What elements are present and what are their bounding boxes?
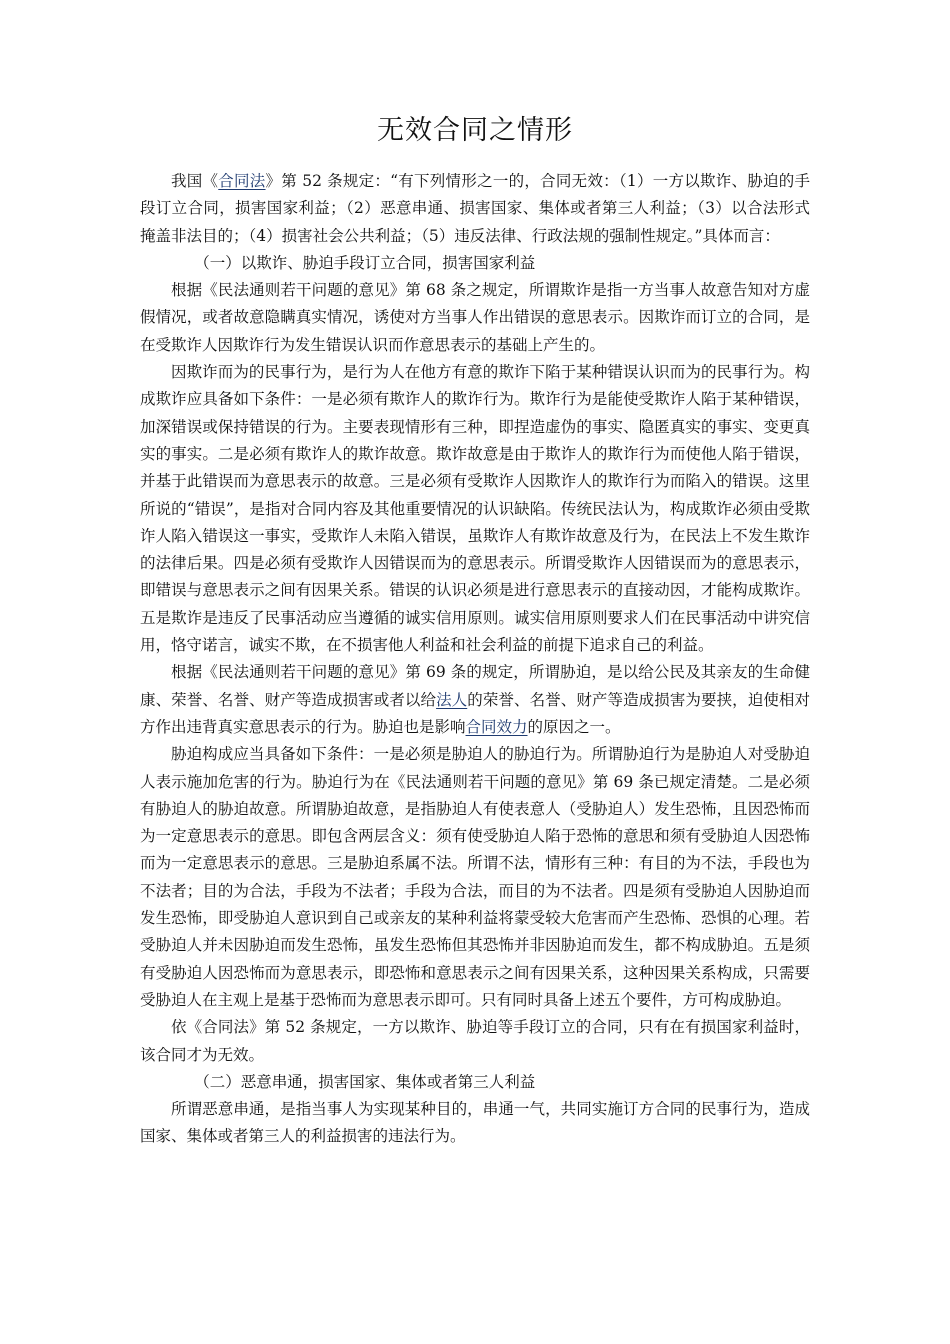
- paragraph-fraud-conditions: 因欺诈而为的民事行为，是行为人在他方有意的欺诈下陷于某种错误认识而为的民事行为。构成欺诈应具备如下条件：一是必须有欺诈人的欺诈行为。欺诈行为是能使受欺诈人陷于某种错误，加深错误或保持错误的行为。主要表现情形有三种，即捏造虚伪的事实、隐匿真实的事实、变更真实的事实。二是必须有欺诈人的欺诈故意。欺诈故意是由于欺诈人的欺诈行为而使他人陷于错误，并基于此错误而为意思表示的故意。三是必须有受欺诈人因欺诈人的欺诈行为而陷入的错误。这里所说的“错误”，是指对合同内容及其他重要情况的认识缺陷。传统民法认为，构成欺诈必须由受欺诈人陷入错误这一事实，受欺诈人未陷入错误，虽欺诈人有欺诈故意及行为，在民法上不发生欺诈的法律后果。四是必须有受欺诈人因错误而为的意思表示。所谓受欺诈人因错误而为的意思表示，即错误与意思表示之间有因果关系。错误的认识必须是进行意思表示的直接动因，才能构成欺诈。五是欺诈是违反了民事活动应当遵循的诚实信用原则。诚实信用原则要求人们在民事活动中讲究信用，恪守诺言，诚实不欺，在不损害他人利益和社会利益的前提下追求自己的利益。: [140, 363, 810, 655]
- paragraph-malicious-collusion: 所谓恶意串通，是指当事人为实现某种目的，串通一气，共同实施订方合同的民事行为，造成国家、集体或者第三人的利益损害的违法行为。: [140, 1100, 810, 1146]
- section-heading-malicious-collusion: （二）恶意串通，损害国家、集体或者第三人利益: [194, 1072, 536, 1091]
- document-title: 无效合同之情形: [377, 115, 573, 146]
- paragraph-fraud-definition: 根据《民法通则若干问题的意见》第 68 条之规定，所谓欺诈是指一方当事人故意告知对方虚假情况，或者故意隐瞒真实情况，诱使对方当事人作出错误的意思表示。因欺诈而订立的合同，是在受欺诈人因欺诈行为发生错误认识而作意思表示的基础上产生的。: [140, 281, 810, 354]
- document-body: [140, 168, 810, 1151]
- duress-text-after: 的原因之一。: [527, 717, 621, 736]
- contract-validity-link[interactable]: 合同效力: [465, 717, 528, 736]
- paragraph-duress-conditions: 胁迫构成应当具备如下条件：一是必须是胁迫人的胁迫行为。所谓胁迫行为是胁迫人对受胁迫人表示施加危害的行为。胁迫行为在《民法通则若干问题的意见》第 69 条已规定清楚。二是必须有胁迫人的胁迫故意。所谓胁迫故意，是指胁迫人有使表意人（受胁迫人）发生恐怖，且因恐怖而为一定意思表示的意思。即包含两层含义：须有使受胁迫人陷于恐怖的意思和须有受胁迫人因恐怖而为一定意思表示的意思。三是胁迫系属不法。所谓不法，情形有三种：有目的为不法，手段也为不法者；目的为合法，手段为不法者；手段为合法，而目的为不法者。四是须有受胁迫人因胁迫而发生恐怖，即受胁迫人意识到自己或亲友的某种利益将蒙受较大危害而产生恐怖、恐惧的心理。若受胁迫人并未因胁迫而发生恐怖，虽发生恐怖但其恐怖并非因胁迫而发生，都不构成胁迫。五是须有受胁迫人因恐怖而为意思表示，即恐怖和意思表示之间有因果关系，这种因果关系构成，只需要受胁迫人在主观上是基于恐怖而为意思表示即可。只有同时具备上述五个要件，方可构成胁迫。: [140, 745, 810, 1009]
- paragraph-article-52-conclusion: 依《合同法》第 52 条规定，一方以欺诈、胁迫等手段订立的合同，只有在有损国家利益时，该合同才为无效。: [140, 1018, 810, 1064]
- intro-text-before: 我国《: [171, 172, 219, 190]
- section-heading-fraud-duress: （一）以欺诈、胁迫手段订立合同，损害国家利益: [194, 253, 536, 272]
- legal-person-link[interactable]: 法人: [436, 690, 468, 709]
- intro-text-after: 》第 52 条规定：“有下列情形之一的，合同无效：（1）一方以欺诈、胁迫的手段订立合同，损害国家利益；（2）恶意串通、损害国家、集体或者第三人利益；（3）以合法形式掩盖非法目的；（4）损害社会公共利益；（5）违反法律、行政法规的强制性规定。”具体而言：: [140, 172, 810, 245]
- contract-law-link[interactable]: 合同法: [218, 172, 266, 190]
- paragraph-duress-definition: [140, 659, 810, 741]
- intro-paragraph: [140, 168, 810, 250]
- duress-text-middle: 的荣誉、名誉、财产等造成损害为要挟，迫使相对方作出违背真实意思表示的行为。胁迫也是影响: [140, 690, 810, 736]
- duress-text-before: 根据《民法通则若干问题的意见》第 69 条的规定，所谓胁迫，是以给公民及其亲友的生命健康、荣誉、名誉、财产等造成损害或者以给: [140, 663, 810, 709]
